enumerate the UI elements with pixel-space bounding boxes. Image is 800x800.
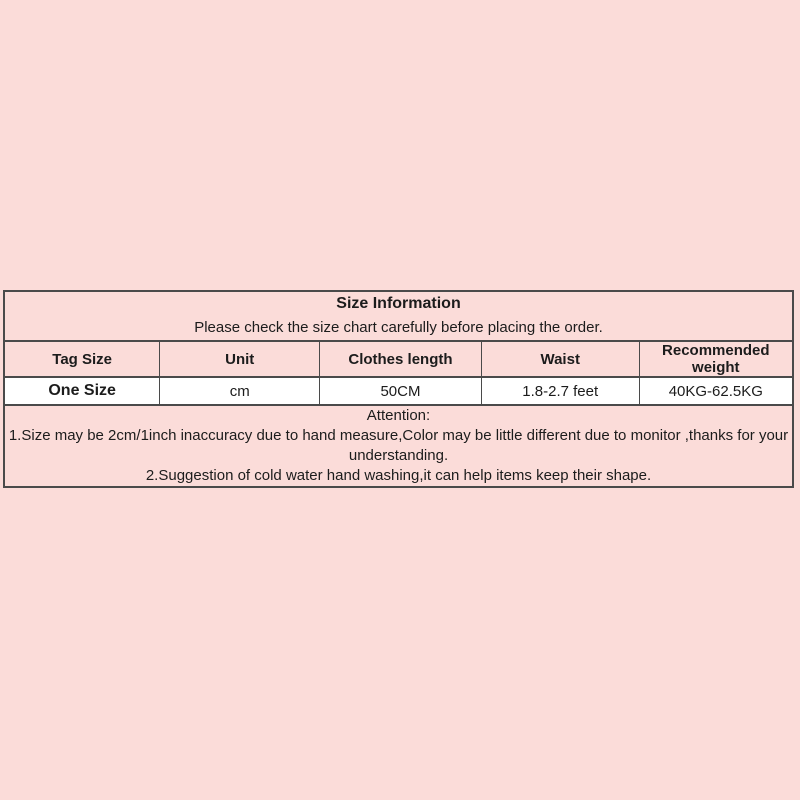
table-title: Size Information: [336, 295, 461, 312]
attention-heading: Attention:: [366, 407, 431, 424]
col-header-recommended-weight: Recommended weight: [639, 341, 793, 377]
value-clothes-length: 50CM: [320, 377, 482, 405]
table-row: [4, 377, 793, 405]
table-header-cell: [4, 291, 793, 341]
column-header-row: [4, 341, 793, 377]
value-unit: cm: [160, 377, 320, 405]
attention-note-1: 1.Size may be 2cm/1inch inaccuracy due to hand measure,Color may be little different due to monitor ,thanks for your understanding.: [8, 427, 789, 464]
col-header-unit: Unit: [160, 341, 320, 377]
col-header-clothes-length: Clothes length: [320, 341, 482, 377]
value-tag-size: One Size: [4, 377, 160, 405]
size-information-table: [3, 290, 794, 488]
value-recommended-weight: 40KG-62.5KG: [639, 377, 793, 405]
attention-cell: [4, 405, 793, 487]
table-header-row: [4, 291, 793, 341]
table-subtitle: Please check the size chart carefully before placing the order.: [194, 319, 603, 336]
col-header-waist: Waist: [481, 341, 639, 377]
attention-note-2: 2.Suggestion of cold water hand washing,it can help items keep their shape.: [145, 467, 652, 484]
attention-row: [4, 405, 793, 487]
col-header-tag-size: Tag Size: [4, 341, 160, 377]
value-waist: 1.8-2.7 feet: [481, 377, 639, 405]
